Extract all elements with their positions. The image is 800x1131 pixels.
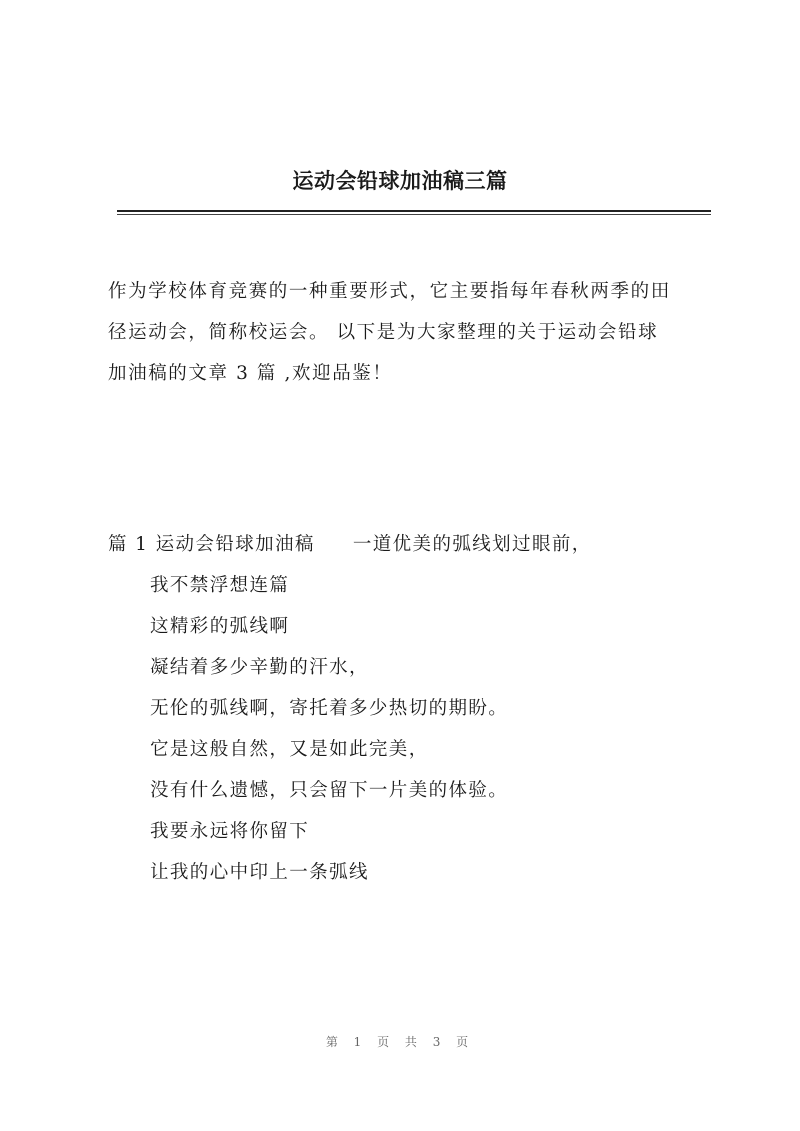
poem-line: 凝结着多少辛勤的汗水， — [150, 657, 369, 678]
poem-line: 没有什么遗憾，只会留下一片美的体验。 — [150, 780, 509, 801]
poem-line: 让我的心中印上一条弧线 — [150, 862, 369, 883]
poem-line: 它是这般自然，又是如此完美， — [150, 739, 429, 760]
intro-line: 作为学校体育竞赛的一种重要形式，它主要指每年春秋两季的田 — [108, 281, 671, 302]
title-divider — [117, 210, 711, 212]
intro-paragraph — [108, 271, 708, 394]
poem-section-1 — [108, 524, 728, 893]
intro-line: 径运动会，简称校运会。 以下是为大家整理的关于运动会铅球 — [108, 322, 659, 343]
poem-line: 无伦的弧线啊，寄托着多少热切的期盼。 — [150, 698, 509, 719]
poem-line: 我不禁浮想连篇 — [150, 575, 290, 596]
poem-line: 我要永远将你留下 — [150, 821, 310, 842]
poem-first-line — [108, 524, 728, 565]
poem-line: 一道优美的弧线划过眼前， — [352, 534, 592, 555]
title-divider-thin — [117, 214, 711, 215]
intro-line: 加油稿的文章 3 篇 ,欢迎品鉴！ — [108, 363, 393, 384]
section-heading: 篇 1 运动会铅球加油稿 — [108, 534, 315, 555]
poem-line: 这精彩的弧线啊 — [150, 616, 290, 637]
document-title: 运动会铅球加油稿三篇 — [292, 168, 508, 193]
page-footer: 第 1 页 共 3 页 — [325, 1035, 475, 1049]
